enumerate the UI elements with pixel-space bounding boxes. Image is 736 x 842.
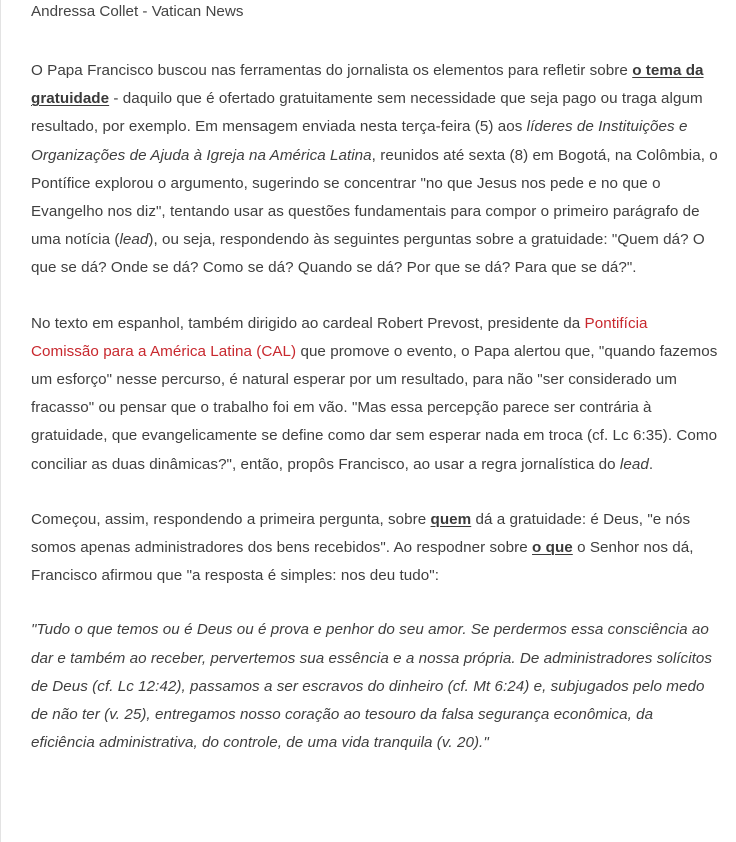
paragraph-text: - daquilo que é ofertado gratuitamente sem necessidade que seja pago ou traga algum resultado, por exemplo. Em mensagem enviada nesta terça-feira (5) aos bbox=[31, 90, 703, 136]
quote-paragraph: "Tudo o que temos ou é Deus ou é prova e penhor do seu amor. Se perdermos essa consciência ao dar e também ao receber, pervertemos sua essência e a nossa própria. De administradores solícitos de Deus (cf. Lc 12:42), passamos a ser escravos do dinheiro (cf. Mt 6:24) e, subjugados pelo medo de não ter (v. 25), entregamos nosso coração ao tesouro da falsa segurança econômica, da eficiência administrativa, do controle, de uma vida tranquila (v. 20)." bbox=[31, 621, 713, 752]
paragraph-text: O Papa Francisco buscou nas ferramentas do jornalista os elementos para refletir sobre bbox=[31, 62, 633, 79]
italic-text: lead bbox=[119, 231, 149, 249]
link-o-que[interactable]: o que bbox=[532, 539, 573, 557]
link-quem[interactable]: quem bbox=[430, 510, 472, 528]
paragraph-3 bbox=[31, 506, 718, 591]
paragraph-2 bbox=[31, 310, 718, 479]
paragraph-text: o Senhor nos dá, Francisco afirmou que "a resposta é simples: nos deu tudo": bbox=[31, 539, 694, 585]
paragraph-1 bbox=[31, 57, 718, 283]
italic-text: líderes de Instituições e Organizações de Ajuda à Igreja na América Latina bbox=[31, 118, 688, 164]
paragraph-text: . bbox=[648, 455, 654, 473]
article-byline: Andressa Collet - Vatican News bbox=[31, 3, 244, 20]
paragraph-text: Começou, assim, respondendo a primeira pergunta, sobre bbox=[31, 510, 431, 528]
italic-text: lead bbox=[619, 455, 649, 473]
paragraph-text: dá a gratuidade: é Deus, "e nós somos apenas administradores dos bens recebidos". Ao respodner sobre bbox=[31, 510, 691, 557]
paragraph-text: No texto em espanhol, também dirigido ao cardeal Robert Prevost, presidente da bbox=[31, 314, 585, 332]
paragraph-text: , reunidos até sexta (8) em Bogotá, na Colômbia, o Pontífice explorou o argumento, sugerindo se concentrar "no que Jesus nos pede e no que o Evangelho nos diz", tentando usar as questões fundamentais para compor o primeiro parágrafo de uma notícia ( bbox=[31, 146, 718, 249]
link-pontificia-comissao[interactable]: Pontifícia Comissão para a América Latina (CAL) bbox=[31, 314, 648, 360]
paragraph-text: que promove o evento, o Papa alertou que, "quando fazemos um esforço" nesse percurso, é natural esperar por um resultado, para não "ser considerado um fracasso" ou pensar que o trabalho foi em vão. "Mas essa percepção parece ser contrária à gratuidade, que evangelicamente se define como dar sem esperar nada em troca (cf. Lc 6:35). Como conciliar as duas dinâmicas?", então, propôs Francisco, ao usar a regra jornalística do bbox=[31, 342, 718, 473]
link-tema-gratuidade[interactable]: o tema da gratuidade bbox=[31, 62, 704, 108]
paragraph-text: ), ou seja, respondendo às seguintes perguntas sobre a gratuidade: "Quem dá? O que se dá? Onde se dá? Como se dá? Quando se dá? Por que se dá? Para que se dá?". bbox=[31, 231, 705, 277]
